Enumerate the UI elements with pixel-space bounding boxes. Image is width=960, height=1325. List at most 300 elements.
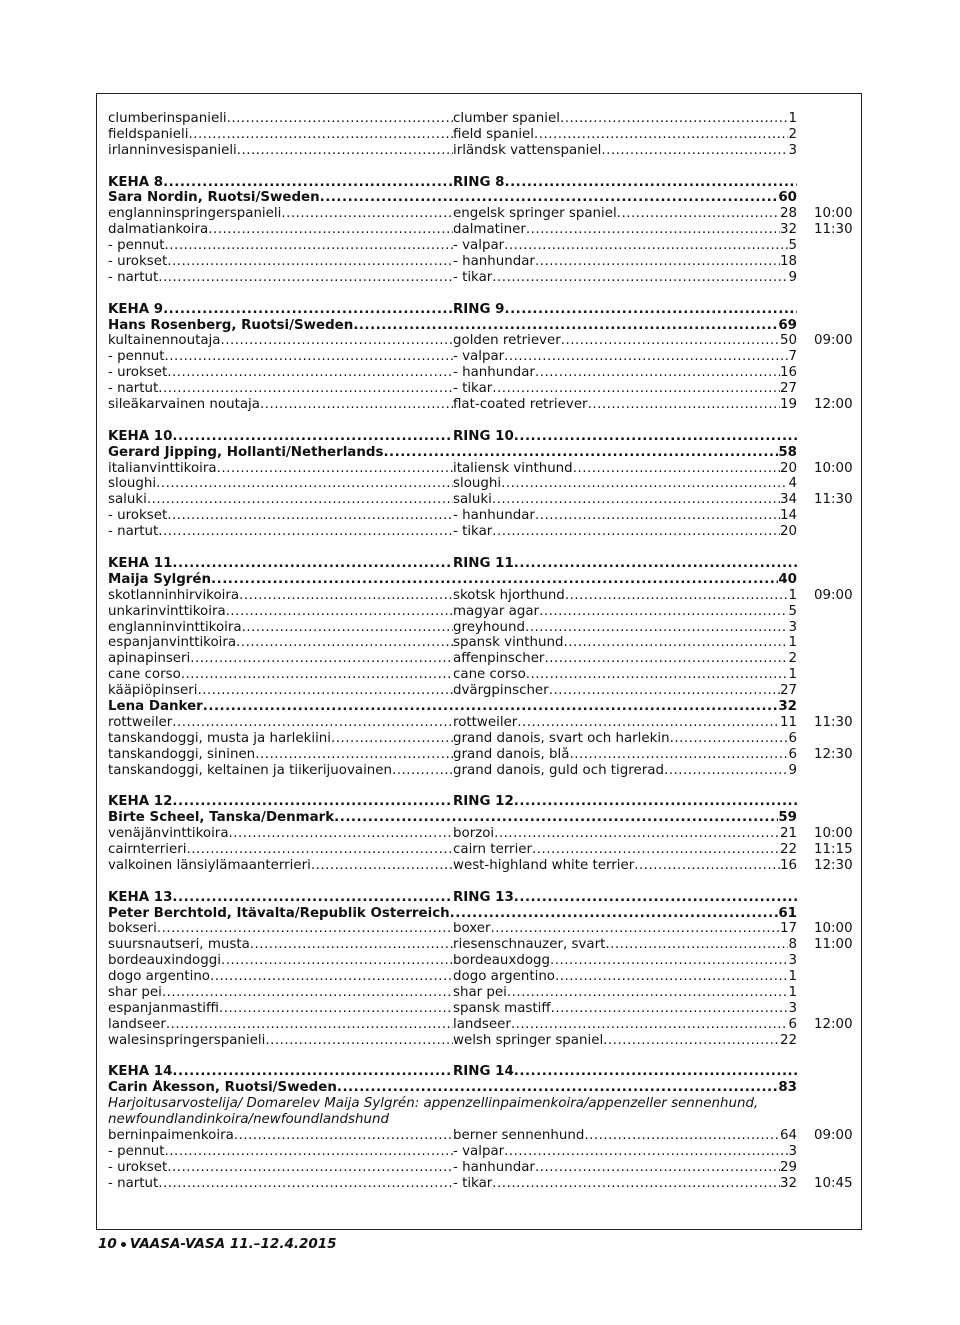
dot-leader — [156, 476, 453, 492]
swedish-name-cell — [453, 111, 797, 127]
swedish-name-cell — [453, 127, 797, 143]
finnish-name-cell — [108, 476, 453, 492]
swedish-name-cell — [453, 937, 797, 953]
entry-count: 27 — [779, 381, 797, 397]
judging-time: 09:00 — [814, 587, 853, 603]
swedish-breed-name: engelsk springer spaniel — [453, 206, 617, 222]
swedish-name-cell — [453, 588, 797, 604]
dot-leader — [203, 699, 779, 715]
breed-row — [108, 270, 868, 286]
dot-leader — [188, 127, 453, 143]
finnish-breed-name: cane corso — [108, 667, 181, 683]
breed-row — [108, 365, 868, 381]
dot-leader — [158, 1176, 453, 1192]
finnish-name-cell — [108, 747, 453, 763]
dot-leader — [492, 492, 780, 508]
judge-cell — [108, 572, 797, 588]
breed-row — [108, 921, 868, 937]
finnish-breed-name: - nartut — [108, 524, 159, 540]
dot-leader — [172, 794, 453, 810]
finnish-name-cell — [108, 715, 453, 731]
section-spacer — [108, 413, 868, 429]
swedish-name-cell — [453, 508, 797, 524]
ring-cell — [453, 556, 797, 572]
entry-count: 6 — [788, 730, 797, 746]
swedish-breed-name: - hanhundar — [453, 1159, 535, 1175]
section-spacer — [108, 1049, 868, 1065]
breed-row — [108, 397, 868, 413]
dot-leader — [187, 842, 454, 858]
finnish-breed-name: tanskandoggi, musta ja harlekiini — [108, 730, 332, 746]
ring-header — [108, 302, 868, 318]
section-spacer — [108, 159, 868, 175]
finnish-name-cell — [108, 921, 453, 937]
finnish-name-cell — [108, 683, 453, 699]
breed-row — [108, 222, 868, 238]
dot-leader — [198, 683, 454, 699]
finnish-breed-name: valkoinen länsiylämaanterrieri — [108, 857, 311, 873]
judging-time: 12:00 — [814, 1016, 853, 1032]
keha-cell — [108, 1064, 453, 1080]
breed-row — [108, 1128, 868, 1144]
swedish-breed-name: boxer — [453, 921, 491, 937]
judge-name: Gerard Jipping, Hollanti/Netherlands — [108, 444, 384, 460]
finnish-breed-name: - pennut — [108, 1143, 165, 1159]
dot-leader — [507, 985, 789, 1001]
swedish-breed-name: dalmatiner — [453, 222, 526, 238]
dot-leader — [211, 572, 778, 588]
dot-leader — [492, 524, 780, 540]
swedish-name-cell — [453, 953, 797, 969]
dot-leader — [311, 858, 453, 874]
dot-leader — [181, 667, 453, 683]
finnish-name-cell — [108, 1176, 453, 1192]
dot-leader — [504, 1144, 788, 1160]
swedish-name-cell — [453, 381, 797, 397]
finnish-breed-name: kääpiöpinseri — [108, 683, 198, 699]
swedish-name-cell — [453, 715, 797, 731]
finnish-breed-name: espanjanmastiffi — [108, 1000, 219, 1016]
finnish-name-cell — [108, 969, 453, 985]
dot-leader — [190, 651, 453, 667]
judge-total: 69 — [778, 317, 797, 333]
swedish-breed-name: shar pei — [453, 984, 507, 1000]
dot-leader — [551, 1001, 789, 1017]
swedish-name-cell — [453, 476, 797, 492]
finnish-name-cell — [108, 222, 453, 238]
dot-leader — [242, 620, 453, 636]
dot-leader — [172, 715, 453, 731]
finnish-name-cell — [108, 604, 453, 620]
dot-leader — [353, 318, 778, 334]
swedish-breed-name: - hanhundar — [453, 508, 535, 524]
finnish-name-cell — [108, 937, 453, 953]
swedish-breed-name: welsh springer spaniel — [453, 1032, 604, 1048]
swedish-breed-name: irländsk vattenspaniel — [453, 142, 602, 158]
judge-name: Carin Åkesson, Ruotsi/Sweden — [108, 1080, 337, 1096]
breed-row — [108, 1001, 868, 1017]
dot-leader — [605, 937, 788, 953]
dot-leader — [166, 1017, 453, 1033]
swedish-name-cell — [453, 365, 797, 381]
dot-leader — [514, 429, 797, 445]
dot-leader — [337, 1080, 779, 1096]
finnish-name-cell — [108, 381, 453, 397]
judge-row — [108, 318, 868, 334]
entry-count: 9 — [788, 762, 797, 778]
entry-count: 3 — [788, 619, 797, 635]
swedish-name-cell — [453, 1176, 797, 1192]
keha-cell — [108, 556, 453, 572]
judge-name: Hans Rosenberg, Ruotsi/Sweden — [108, 317, 354, 333]
entry-count: 1 — [788, 111, 797, 126]
finnish-name-cell — [108, 985, 453, 1001]
judge-name: Birte Scheel, Tanska/Denmark — [108, 810, 335, 826]
judging-time: 11:30 — [814, 714, 853, 730]
section-spacer — [108, 874, 868, 890]
entry-count: 50 — [779, 333, 797, 349]
finnish-name-cell — [108, 365, 453, 381]
swedish-breed-name: - valpar — [453, 1143, 505, 1159]
judge-name: Lena Danker — [108, 698, 203, 714]
dot-leader — [492, 381, 780, 397]
entry-count: 3 — [788, 1143, 797, 1159]
entry-count: 64 — [779, 1128, 797, 1144]
breed-row — [108, 651, 868, 667]
finnish-breed-name: - urokset — [108, 254, 168, 270]
dot-leader — [535, 365, 780, 381]
dot-leader — [634, 858, 780, 874]
breed-row — [108, 937, 868, 953]
finnish-name-cell — [108, 1128, 453, 1144]
swedish-name-cell — [453, 747, 797, 763]
event-name: VAASA-VASA 11.–12.4.2015 — [129, 1236, 337, 1252]
breed-row — [108, 524, 868, 540]
entry-count: 3 — [788, 142, 797, 158]
dot-leader — [526, 667, 789, 683]
finnish-breed-name: sileäkarvainen noutaja — [108, 397, 260, 413]
dot-leader — [229, 826, 453, 842]
judge-total: 32 — [778, 698, 797, 714]
dot-leader — [501, 476, 788, 492]
judging-time: 12:30 — [814, 746, 853, 762]
dot-leader — [494, 826, 780, 842]
swedish-breed-name: cairn terrier — [453, 841, 533, 857]
swedish-breed-name: west-highland white terrier — [453, 857, 635, 873]
page-number: 10 — [98, 1236, 117, 1252]
dot-leader — [234, 1128, 453, 1144]
dot-leader — [544, 651, 788, 667]
dot-leader — [588, 397, 780, 413]
entry-count: 5 — [788, 603, 797, 619]
dot-leader — [517, 715, 780, 731]
breed-row — [108, 731, 868, 747]
swedish-name-cell — [453, 969, 797, 985]
finnish-name-cell — [108, 206, 453, 222]
breed-row — [108, 763, 868, 779]
dot-leader — [535, 1160, 780, 1176]
breed-row — [108, 333, 868, 349]
breed-row — [108, 1033, 868, 1049]
ring-schedule — [108, 111, 868, 1192]
dot-leader — [226, 604, 453, 620]
finnish-breed-name: unkarinvinttikoira — [108, 603, 226, 619]
judge-cell — [108, 1080, 797, 1096]
finnish-name-cell — [108, 651, 453, 667]
swedish-breed-name: grand danois, guld och tigrerad — [453, 762, 664, 778]
judge-cell — [108, 190, 797, 206]
trainee-judge-note: newfoundlandinkoira/newfoundlandshund — [108, 1112, 389, 1128]
breed-row — [108, 381, 868, 397]
entry-count: 29 — [779, 1159, 797, 1175]
entry-count: 20 — [779, 460, 797, 476]
finnish-name-cell — [108, 858, 453, 874]
dot-leader — [549, 683, 780, 699]
dot-leader — [492, 1176, 780, 1192]
judge-row — [108, 699, 868, 715]
judge-row — [108, 1080, 868, 1096]
swedish-breed-name: skotsk hjorthund — [453, 587, 565, 603]
swedish-breed-name: spansk vinthund — [453, 635, 564, 651]
section-spacer — [108, 286, 868, 302]
ring-header — [108, 890, 868, 906]
breed-row — [108, 953, 868, 969]
entry-count: 19 — [779, 397, 797, 413]
breed-row — [108, 206, 868, 222]
dot-leader — [165, 1144, 453, 1160]
ring-label: RING 9 — [453, 301, 505, 317]
finnish-breed-name: walesinspringerspanieli — [108, 1032, 266, 1048]
ring-label: RING 10 — [453, 428, 514, 444]
breed-row — [108, 985, 868, 1001]
swedish-breed-name: riesenschnauzer, svart — [453, 937, 606, 953]
finnish-breed-name: italianvinttikoira — [108, 460, 217, 476]
swedish-name-cell — [453, 858, 797, 874]
keha-cell — [108, 890, 453, 906]
swedish-name-cell — [453, 206, 797, 222]
judging-time: 10:00 — [814, 921, 853, 937]
breed-row — [108, 842, 868, 858]
ring-label: RING 11 — [453, 555, 514, 571]
dot-leader — [237, 143, 453, 159]
dot-leader — [172, 1064, 453, 1080]
dot-leader — [236, 635, 453, 651]
entry-count: 22 — [779, 841, 797, 857]
dot-leader — [525, 620, 788, 636]
judge-name: Peter Berchtold, Itävalta/Republik Österreich — [108, 905, 450, 921]
dot-leader — [165, 349, 453, 365]
judge-row — [108, 810, 868, 826]
dot-leader — [603, 1033, 780, 1049]
dot-leader — [532, 842, 780, 858]
dot-leader — [392, 763, 453, 779]
swedish-breed-name: grand danois, blå — [453, 746, 570, 762]
swedish-breed-name: dvärgpinscher — [453, 683, 549, 699]
finnish-breed-name: bokseri — [108, 921, 157, 937]
keha-label: KEHÄ 13 — [108, 889, 173, 905]
finnish-name-cell — [108, 1033, 453, 1049]
finnish-name-cell — [108, 763, 453, 779]
ring-header — [108, 556, 868, 572]
swedish-breed-name: field spaniel — [453, 126, 534, 142]
finnish-name-cell — [108, 667, 453, 683]
breed-row — [108, 143, 868, 159]
finnish-breed-name: - nartut — [108, 381, 159, 397]
judging-time: 10:00 — [814, 826, 853, 842]
dot-leader — [167, 254, 453, 270]
swedish-name-cell — [453, 397, 797, 413]
entry-count: 27 — [779, 683, 797, 699]
swedish-breed-name: spansk mastiff — [453, 1000, 551, 1016]
keha-cell — [108, 429, 453, 445]
entry-count: 6 — [788, 746, 797, 762]
judge-name: Maija Sylgrén — [108, 571, 212, 587]
entry-count: 5 — [788, 238, 797, 254]
entry-count: 1 — [788, 667, 797, 683]
dot-leader — [573, 461, 780, 477]
dot-leader — [147, 492, 453, 508]
swedish-name-cell — [453, 1160, 797, 1176]
dot-leader — [565, 588, 789, 604]
finnish-breed-name: - nartut — [108, 269, 159, 285]
swedish-name-cell — [453, 1033, 797, 1049]
dot-leader — [221, 953, 453, 969]
breed-row — [108, 969, 868, 985]
swedish-breed-name: magyar agar — [453, 603, 540, 619]
keha-cell — [108, 302, 453, 318]
judge-total: 58 — [778, 444, 797, 460]
breed-row — [108, 492, 868, 508]
dot-leader — [670, 731, 789, 747]
swedish-name-cell — [453, 270, 797, 286]
finnish-name-cell — [108, 524, 453, 540]
finnish-name-cell — [108, 461, 453, 477]
judging-time: 10:00 — [814, 206, 853, 222]
finnish-name-cell — [108, 953, 453, 969]
dot-leader — [331, 731, 453, 747]
finnish-breed-name: venäjänvinttikoira — [108, 826, 229, 842]
keha-label: KEHÄ 8 — [108, 174, 164, 190]
dot-leader — [163, 302, 453, 318]
dot-leader — [210, 969, 453, 985]
section-spacer — [108, 540, 868, 556]
finnish-name-cell — [108, 826, 453, 842]
finnish-name-cell — [108, 127, 453, 143]
finnish-breed-name: cairnterrieri — [108, 841, 187, 857]
breed-row — [108, 683, 868, 699]
ring-cell — [453, 890, 797, 906]
breed-row — [108, 127, 868, 143]
dot-leader — [208, 222, 453, 238]
swedish-breed-name: golden retriever — [453, 333, 561, 349]
finnish-breed-name: landseer — [108, 1016, 166, 1032]
entry-count: 1 — [788, 635, 797, 651]
finnish-name-cell — [108, 842, 453, 858]
finnish-name-cell — [108, 635, 453, 651]
dot-leader — [167, 1160, 453, 1176]
swedish-name-cell — [453, 333, 797, 349]
dot-leader — [162, 985, 453, 1001]
swedish-breed-name: saluki — [453, 492, 492, 508]
judge-row — [108, 572, 868, 588]
finnish-breed-name: - urokset — [108, 1159, 168, 1175]
swedish-breed-name: - valpar — [453, 349, 505, 365]
dot-leader — [514, 794, 797, 810]
dot-leader — [514, 1064, 797, 1080]
breed-row — [108, 461, 868, 477]
entry-count: 16 — [779, 857, 797, 873]
swedish-breed-name: landseer — [453, 1016, 511, 1032]
dot-leader — [569, 747, 788, 763]
breed-row — [108, 1017, 868, 1033]
breed-row — [108, 858, 868, 874]
breed-row — [108, 747, 868, 763]
ring-label: RING 8 — [453, 174, 505, 190]
keha-label: KEHÄ 12 — [108, 794, 173, 810]
dot-leader — [219, 1001, 453, 1017]
breed-row — [108, 1144, 868, 1160]
judging-time: 12:00 — [814, 397, 853, 413]
swedish-breed-name: borzoi — [453, 826, 495, 842]
finnish-breed-name: suursnautseri, musta — [108, 937, 250, 953]
finnish-name-cell — [108, 620, 453, 636]
entry-count: 2 — [788, 651, 797, 667]
finnish-breed-name: bordeauxindoggi — [108, 953, 221, 969]
breed-row — [108, 476, 868, 492]
finnish-breed-name: sloughi — [108, 476, 157, 492]
finnish-breed-name: fieldspanieli — [108, 126, 189, 142]
judge-name: Sara Nordin, Ruotsi/Sweden — [108, 190, 320, 206]
page-footer — [98, 1236, 337, 1252]
dot-leader — [526, 222, 780, 238]
ring-header — [108, 175, 868, 191]
entry-count: 3 — [788, 1000, 797, 1016]
ring-label: RING 13 — [453, 889, 514, 905]
entry-count: 14 — [779, 508, 797, 524]
ring-label: RING 12 — [453, 794, 514, 810]
swedish-name-cell — [453, 1017, 797, 1033]
swedish-name-cell — [453, 1001, 797, 1017]
finnish-name-cell — [108, 333, 453, 349]
trainee-judge-note: Harjoitusarvostelija/ Domarelev Maija Sylgrén: appenzellinpaimenkoira/appenzeller sennenhund, — [108, 1096, 759, 1112]
finnish-breed-name: irlanninvesispanieli — [108, 142, 237, 158]
dot-leader — [265, 1033, 453, 1049]
breed-row — [108, 620, 868, 636]
swedish-breed-name: - valpar — [453, 238, 505, 254]
judge-total: 83 — [778, 1080, 797, 1096]
entry-count: 34 — [779, 492, 797, 508]
finnish-name-cell — [108, 1017, 453, 1033]
dot-leader — [239, 588, 453, 604]
entry-count: 28 — [779, 206, 797, 222]
judge-cell — [108, 810, 797, 826]
swedish-breed-name: - tikar — [453, 1175, 493, 1191]
finnish-breed-name: kultainennoutaja — [108, 333, 221, 349]
dot-leader — [564, 635, 789, 651]
swedish-breed-name: clumber spaniel — [453, 111, 560, 126]
breed-row — [108, 238, 868, 254]
swedish-name-cell — [453, 143, 797, 159]
finnish-breed-name: skotlanninhirvikoira — [108, 587, 240, 603]
entry-count: 18 — [779, 254, 797, 270]
entry-count: 2 — [788, 126, 797, 142]
judging-time: 12:30 — [814, 857, 853, 873]
keha-label: KEHÄ 9 — [108, 301, 164, 317]
dot-leader — [172, 429, 453, 445]
finnish-breed-name: espanjanvinttikoira — [108, 635, 237, 651]
finnish-name-cell — [108, 492, 453, 508]
judge-cell — [108, 699, 797, 715]
